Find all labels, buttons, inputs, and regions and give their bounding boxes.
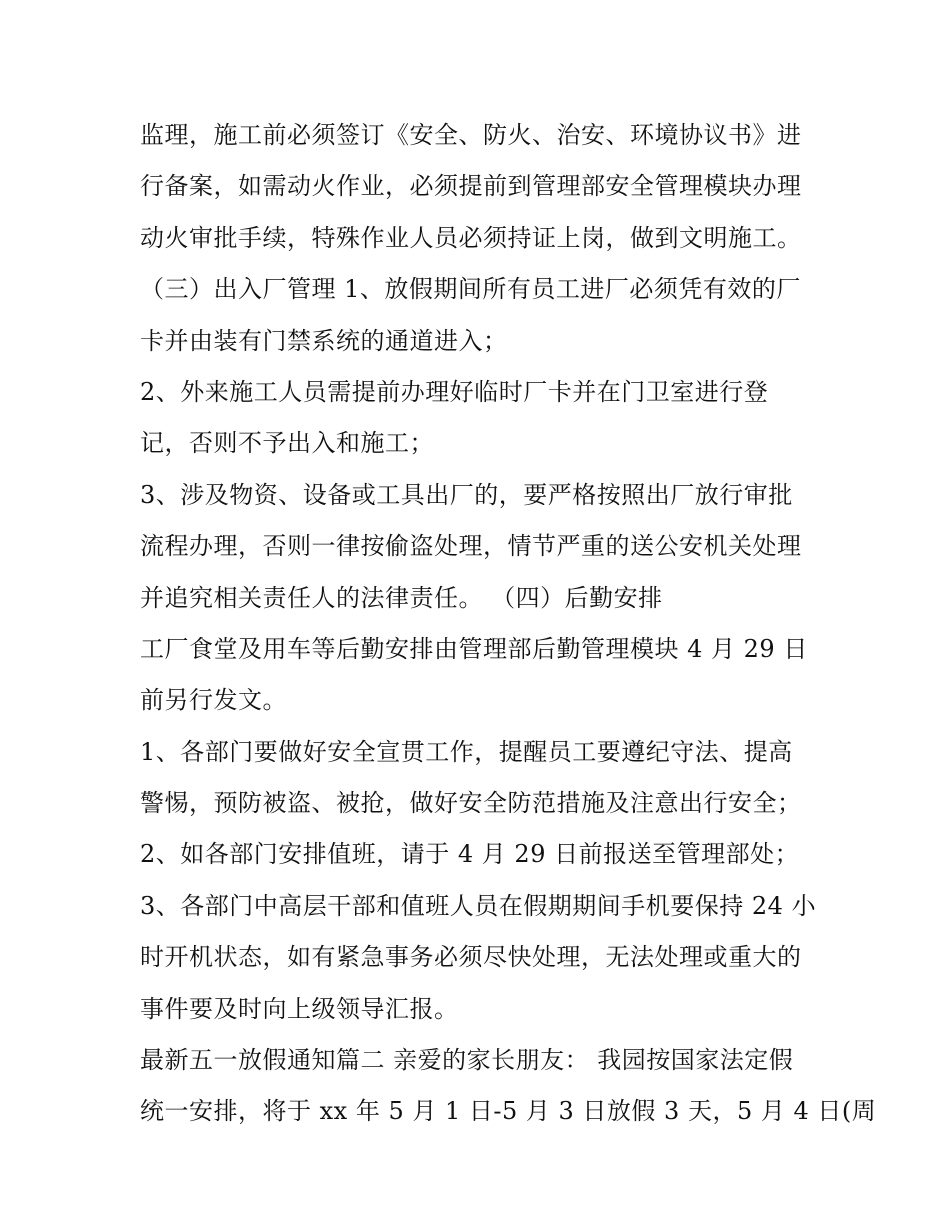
text-line: 警惕，预防被盗、被抢，做好安全防范措施及注意出行安全； <box>140 789 802 818</box>
text-line: 3、涉及物资、设备或工具出厂的，要严格按照出厂放行审批 <box>140 480 793 509</box>
text-line: 1、各部门要做好安全宣贯工作，提醒员工要遵纪守法、提高 <box>140 737 793 766</box>
text-line: 卡并由装有门禁系统的通道进入； <box>140 326 508 355</box>
document-body <box>140 110 877 1138</box>
text-line: 时开机状态，如有紧急事务必须尽快处理，无法处理或重大的 <box>140 943 802 972</box>
text-line: 动火审批手续，特殊作业人员必须持证上岗，做到文明施工。 <box>140 223 802 252</box>
text-line: 最新五一放假通知篇二 亲爱的家长朋友： 我园按国家法定假 <box>140 1046 794 1075</box>
text-line: 并追究相关责任人的法律责任。 （四）后勤安排 <box>140 583 663 612</box>
text-line: 监理，施工前必须签订《安全、防火、治安、环境协议书》进 <box>140 121 802 149</box>
text-line: 事件要及时向上级领导汇报。 <box>140 994 459 1023</box>
text-line: 工厂食堂及用车等后勤安排由管理部后勤管理模块 4 月 29 日 <box>140 634 808 663</box>
text-line: 3、各部门中高层干部和值班人员在假期期间手机要保持 24 小 <box>140 891 817 920</box>
text-line: 前另行发文。 <box>140 686 287 715</box>
text-line: 统一安排，将于 xx 年 5 月 1 日-5 月 3 日放假 3 天，5 月 4 日(周 <box>140 1097 877 1126</box>
text-line: 记，否则不予出入和施工； <box>140 429 434 458</box>
text-line: （三）出入厂管理 1、放假期间所有员工进厂必须凭有效的厂 <box>140 275 801 304</box>
text-line: 2、外来施工人员需提前办理好临时厂卡并在门卫室进行登 <box>140 377 769 406</box>
text-line: 行备案，如需动火作业，必须提前到管理部安全管理模块办理 <box>140 172 802 201</box>
text-line: 2、如各部门安排值班，请于 4 月 29 日前报送至管理部处； <box>140 840 800 869</box>
text-line: 流程办理，否则一律按偷盗处理，情节严重的送公安机关处理 <box>140 532 802 561</box>
